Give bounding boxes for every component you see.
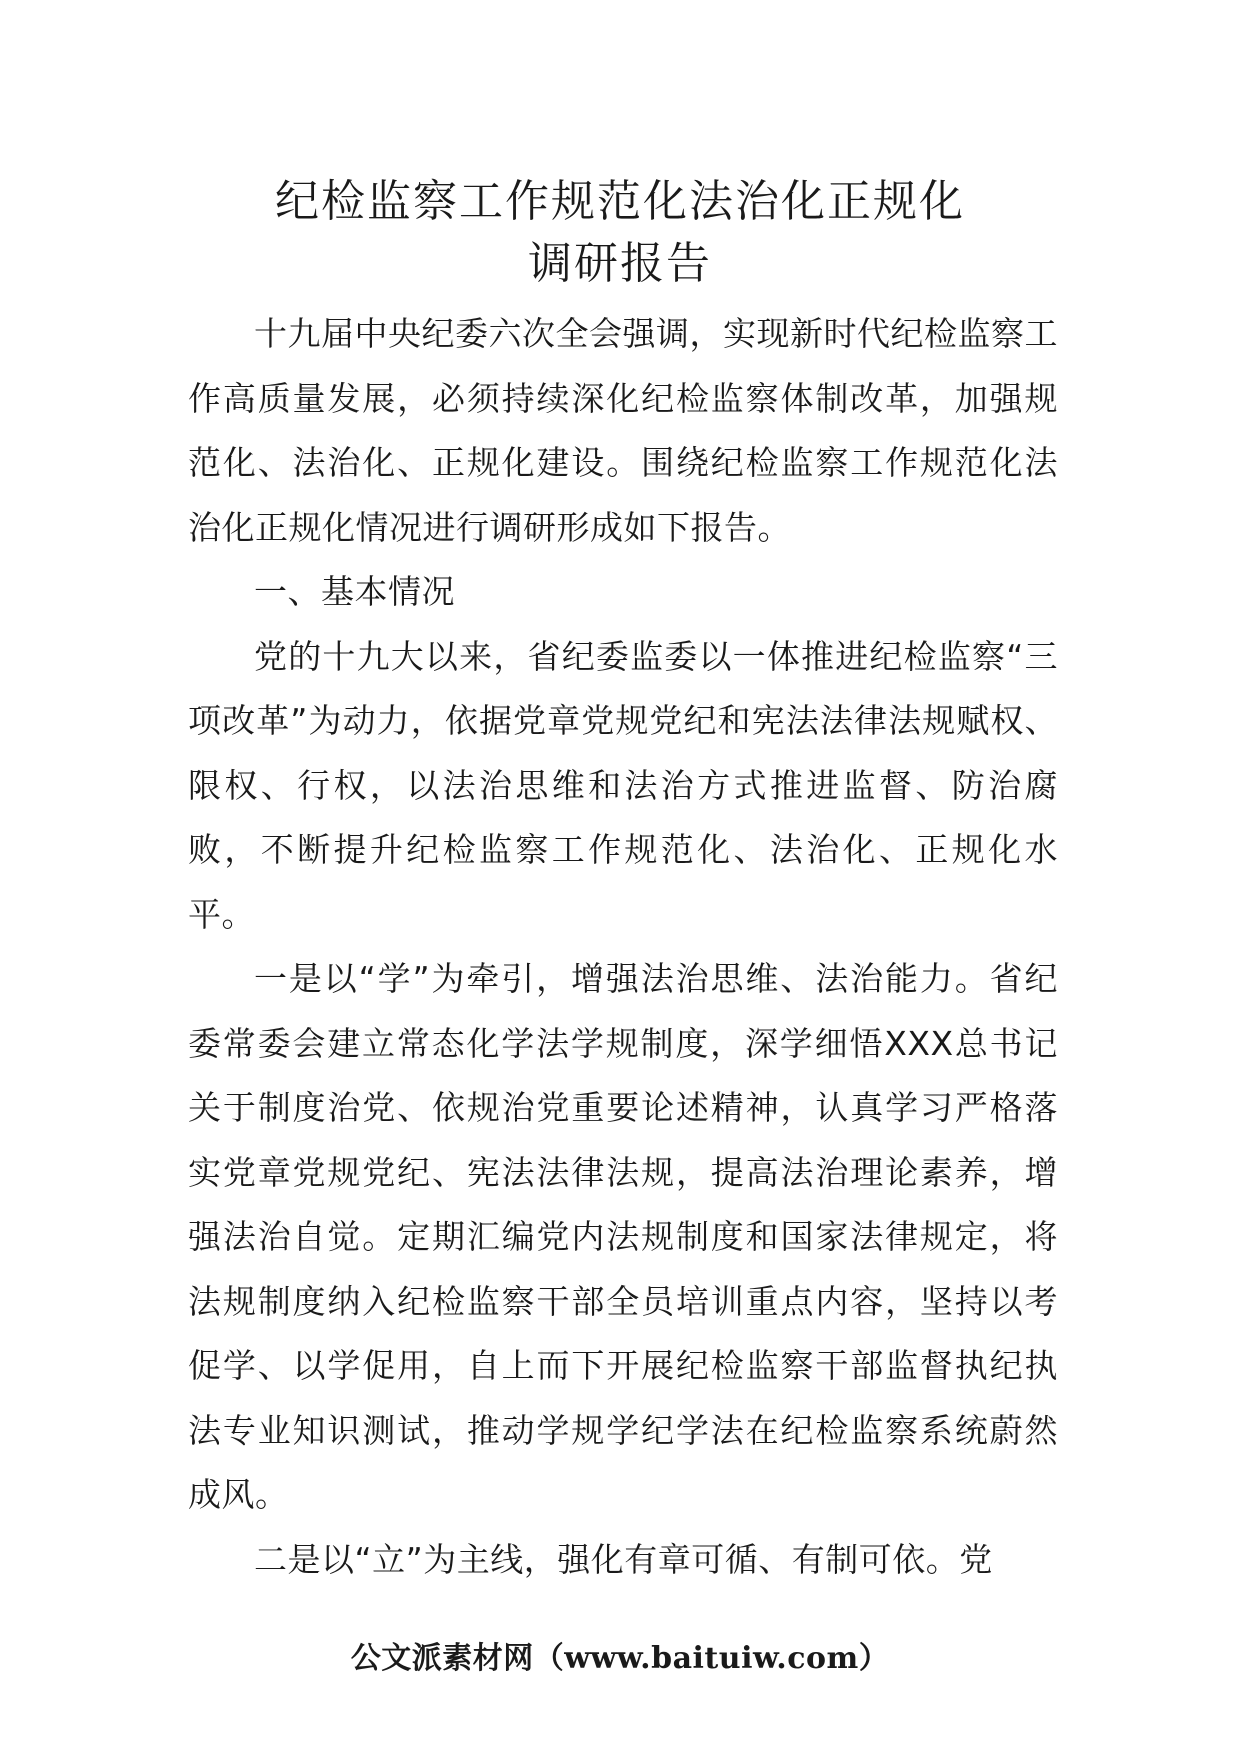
section-heading-basic-situation: 一、基本情况	[254, 572, 455, 611]
intro-paragraph: 十九届中央纪委六次全会强调，实现新时代纪检监察工作高质量发展，必须持续深化纪检监察体制改革，加强规范化、法治化、正规化建设。围绕纪检监察工作规范化法治化正规化情况进行调研形成如下报告。	[188, 314, 1058, 547]
document-body	[188, 302, 1058, 1592]
footer-watermark: 公文派素材网（www.baituiw.com）	[350, 1641, 890, 1676]
document-title-line-2: 调研报告	[528, 238, 712, 289]
point-two-paragraph: 二是以“立”为主线，强化有章可循、有制可依。党	[254, 1539, 993, 1579]
overview-paragraph: 党的十九大以来，省纪委监委以一体推进纪检监察“三项改革”为动力，依据党章党规党纪和宪法法律法规赋权、限权、行权，以法治思维和法治方式推进监督、防治腐败，不断提升纪检监察工作规范化、法治化、正规化水平。	[188, 636, 1058, 934]
point-one-paragraph: 一是以“学”为牵引，增强法治思维、法治能力。省纪委常委会建立常态化学法学规制度，深学细悟XXX总书记关于制度治党、依规治党重要论述精神，认真学习严格落实党章党规党纪、宪法法律法规，提高法治理论素养，增强法治自觉。定期汇编党内法规制度和国家法律规定，将法规制度纳入纪检监察干部全员培训重点内容，坚持以考促学、以学促用，自上而下开展纪检监察干部监督执纪执法专业知识测试，推动学规学纪学法在纪检监察系统蔚然成风。	[188, 959, 1058, 1514]
document-title-line-1: 纪检监察工作规范化法治化正规化	[275, 176, 965, 227]
